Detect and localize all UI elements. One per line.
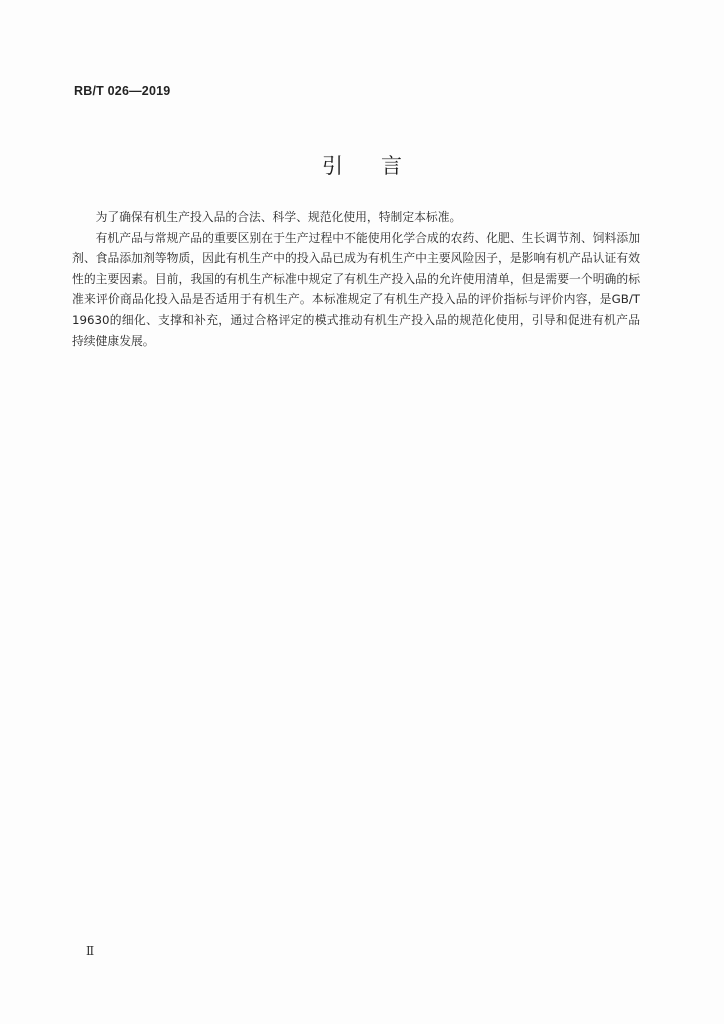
page-title: 引言: [322, 154, 440, 178]
paragraph-background: 有机产品与常规产品的重要区别在于生产过程中不能使用化学合成的农药、化肥、生长调节剂、饲料添加剂、食品添加剂等物质，因此有机生产中的投入品已成为有机生产中主要风险因子，是影响有机产品认证有效性的主要因素。目前，我国的有机生产标准中规定了有机生产投入品的允许使用清单，但是需要一个明确的标准来评价商品化投入品是否适用于有机生产。本标准规定了有机生产投入品的评价指标与评价内容，是GB/T 19630的细化、支撑和补充，通过合格评定的模式推动有机生产投入品的规范化使用，引导和促进有机产品持续健康发展。: [72, 230, 640, 348]
page-number: Ⅱ: [86, 944, 95, 958]
standard-code: RB/T 026—2019: [74, 84, 171, 98]
body-text: [72, 207, 640, 351]
paragraph-purpose: 为了确保有机生产投入品的合法、科学、规范化使用，特制定本标准。: [95, 210, 462, 224]
